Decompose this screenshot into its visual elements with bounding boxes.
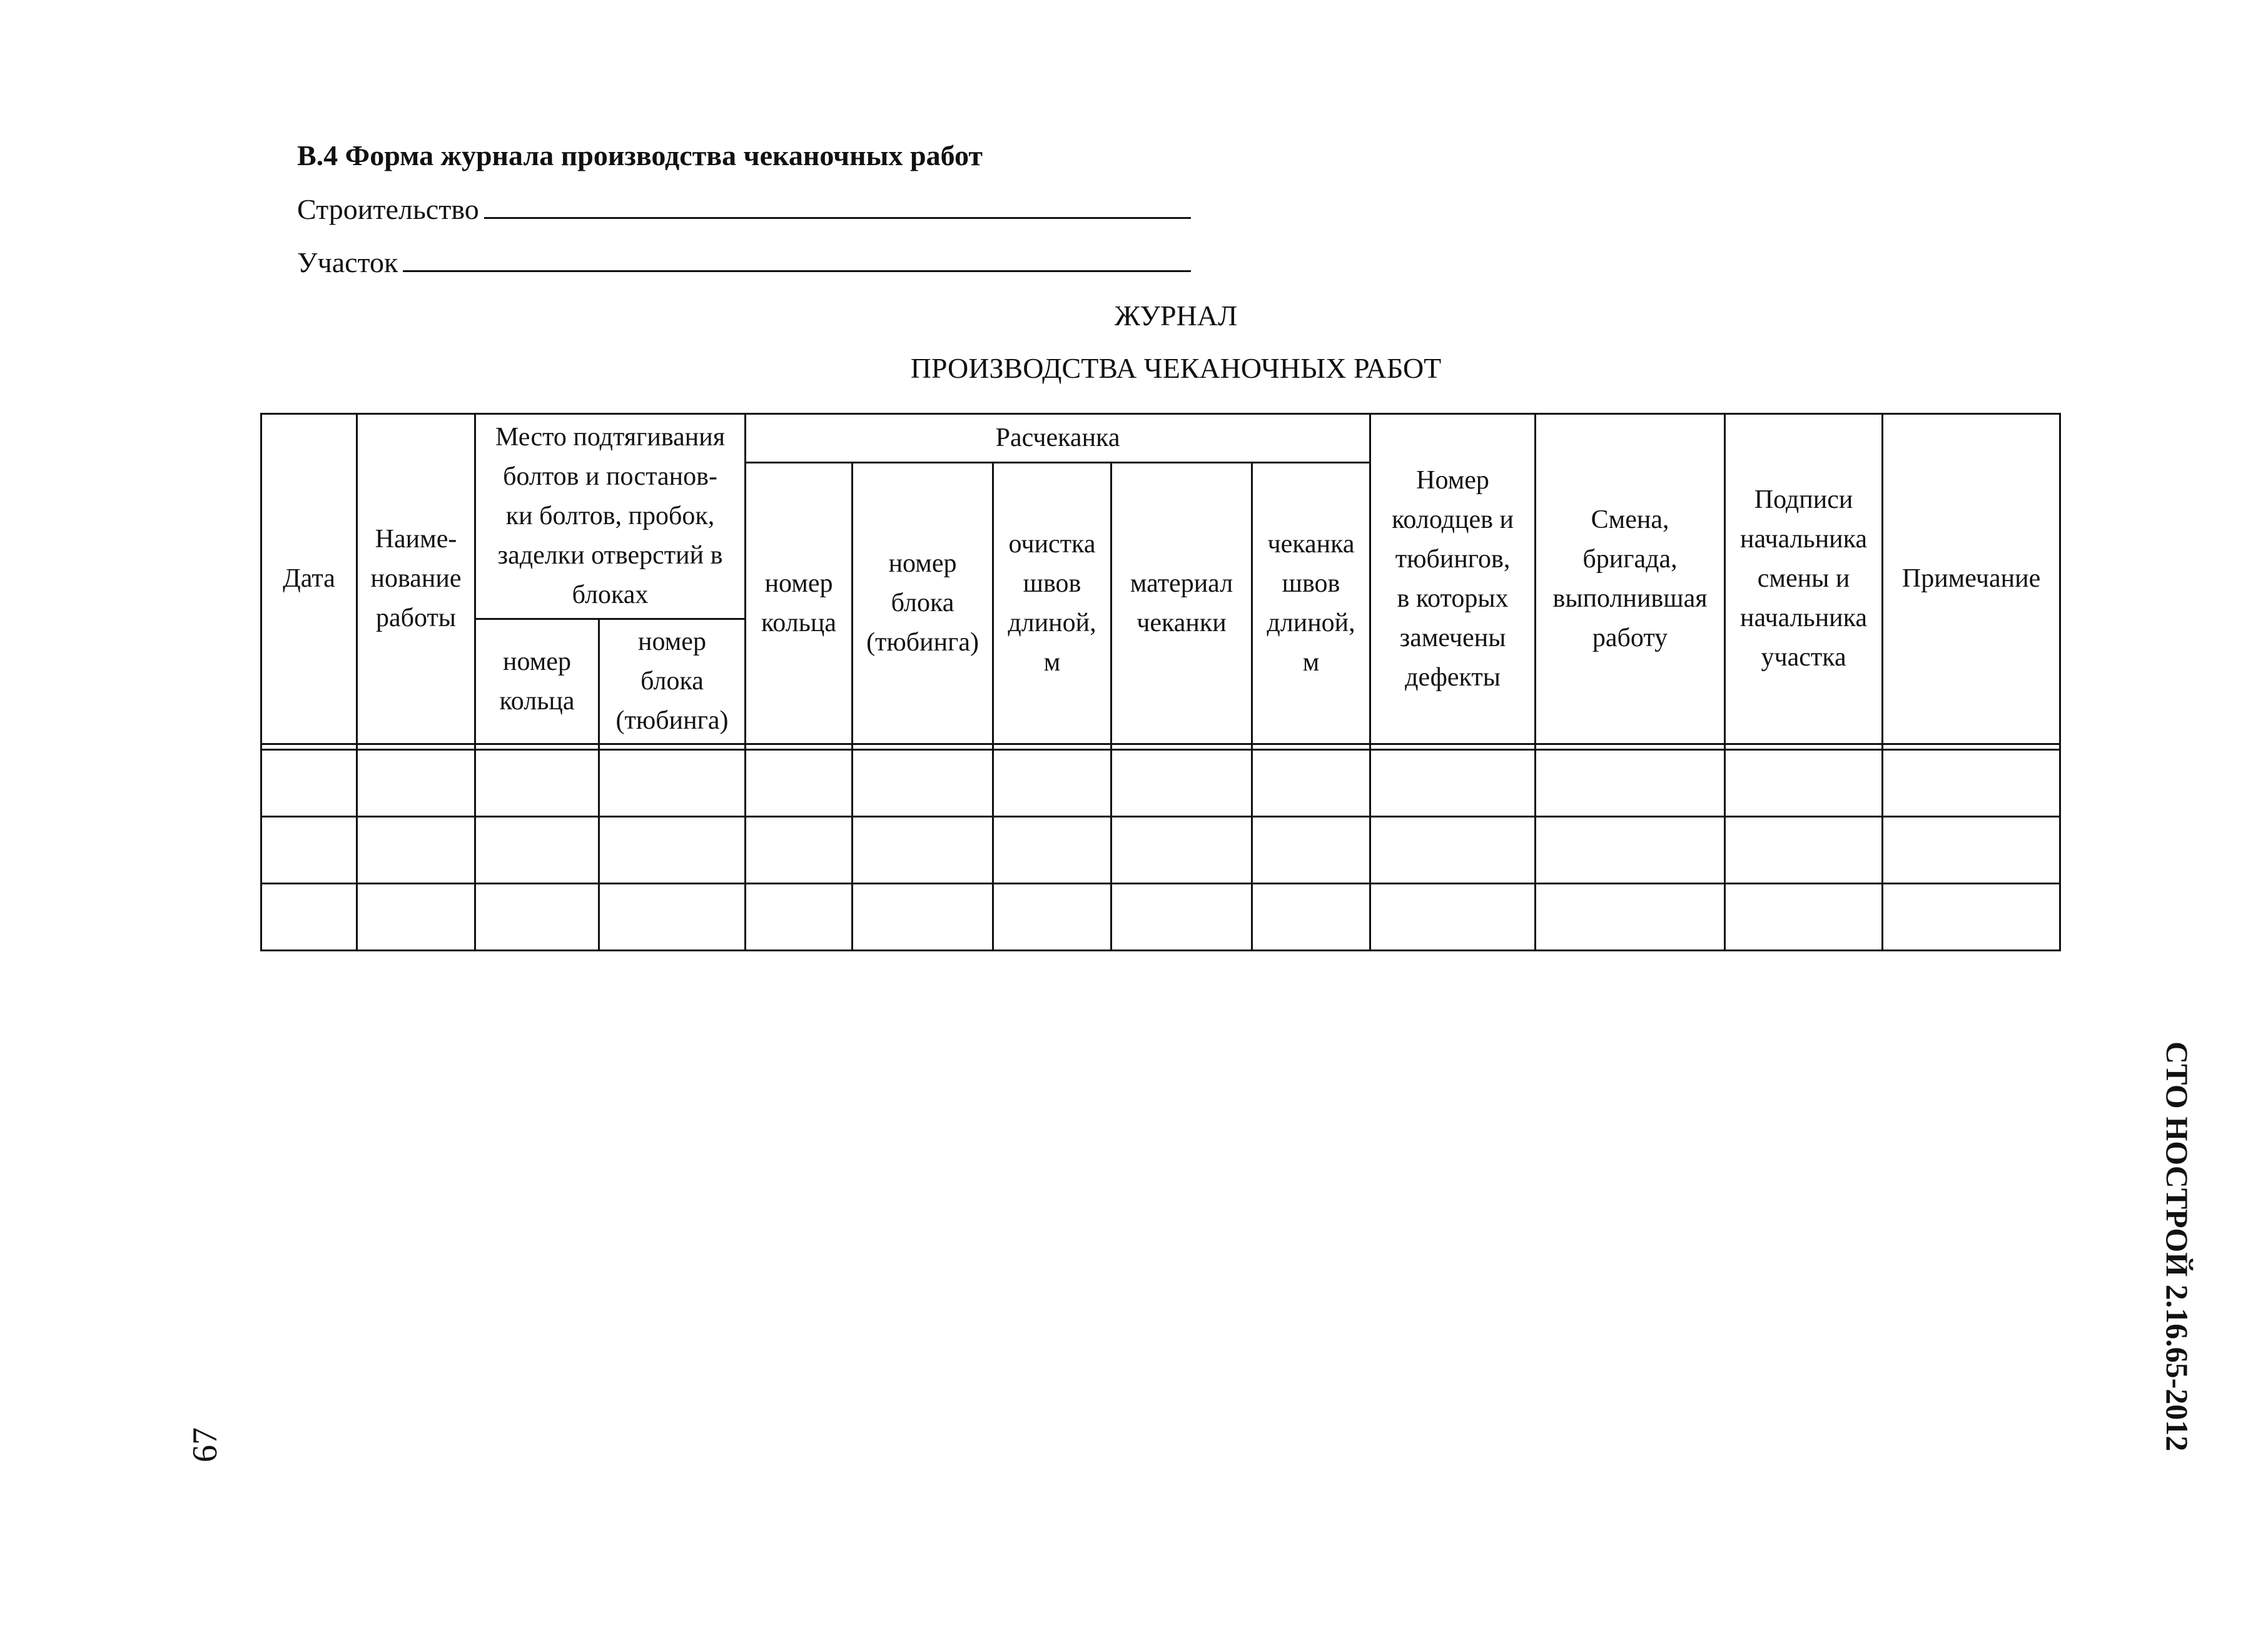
journal-title-line1: ЖУРНАЛ: [1114, 300, 1238, 332]
header-ras-block: номер блока (тюбинга): [853, 463, 993, 744]
site-label: Участок: [297, 246, 398, 278]
header-location-block: номер блока (тюбинга): [599, 619, 746, 744]
header-raschekanka: Расчеканка: [746, 414, 1370, 463]
header-location-group: Место подтягивания болтов и постанов- ки болтов, пробок, заделки отверстий в блоках: [475, 414, 746, 619]
page-number: 67: [186, 1427, 225, 1462]
journal-title-line2: ПРОИЗВОДСТВА ЧЕКАНОЧНЫХ РАБОТ: [910, 352, 1442, 384]
header-date: Дата: [261, 414, 357, 744]
header-ras-cleaning: очистка швов длиной, м: [993, 463, 1111, 744]
header-ras-ring: номер кольца: [746, 463, 853, 744]
header-note: Примечание: [1883, 414, 2060, 744]
site-input-line[interactable]: [403, 249, 1191, 272]
header-ras-material: материал чеканки: [1111, 463, 1252, 744]
header-ras-caulking: чеканка швов длиной, м: [1252, 463, 1370, 744]
table-row: [261, 817, 2060, 884]
table-row: [261, 884, 2060, 951]
journal-table: [260, 413, 2061, 951]
header-signatures: Подписи начальника смены и начальника участка: [1725, 414, 1883, 744]
site-field: [297, 246, 1191, 279]
construction-input-line[interactable]: [484, 196, 1191, 219]
header-shift: Смена, бригада, выполнившая работу: [1536, 414, 1725, 744]
section-title: В.4 Форма журнала производства чеканочных работ: [297, 139, 983, 171]
construction-label: Строительство: [297, 193, 479, 225]
table-row: [261, 750, 2060, 817]
header-wells: Номер колодцев и тюбингов, в которых замечены дефекты: [1370, 414, 1536, 744]
construction-field: [297, 193, 1191, 226]
header-separator: [261, 744, 2060, 750]
header-work-name: Наиме- нование работы: [357, 414, 475, 744]
document-code: СТО НОСТРОЙ 2.16.65-2012: [2160, 1041, 2195, 1452]
header-location-ring: номер кольца: [475, 619, 599, 744]
